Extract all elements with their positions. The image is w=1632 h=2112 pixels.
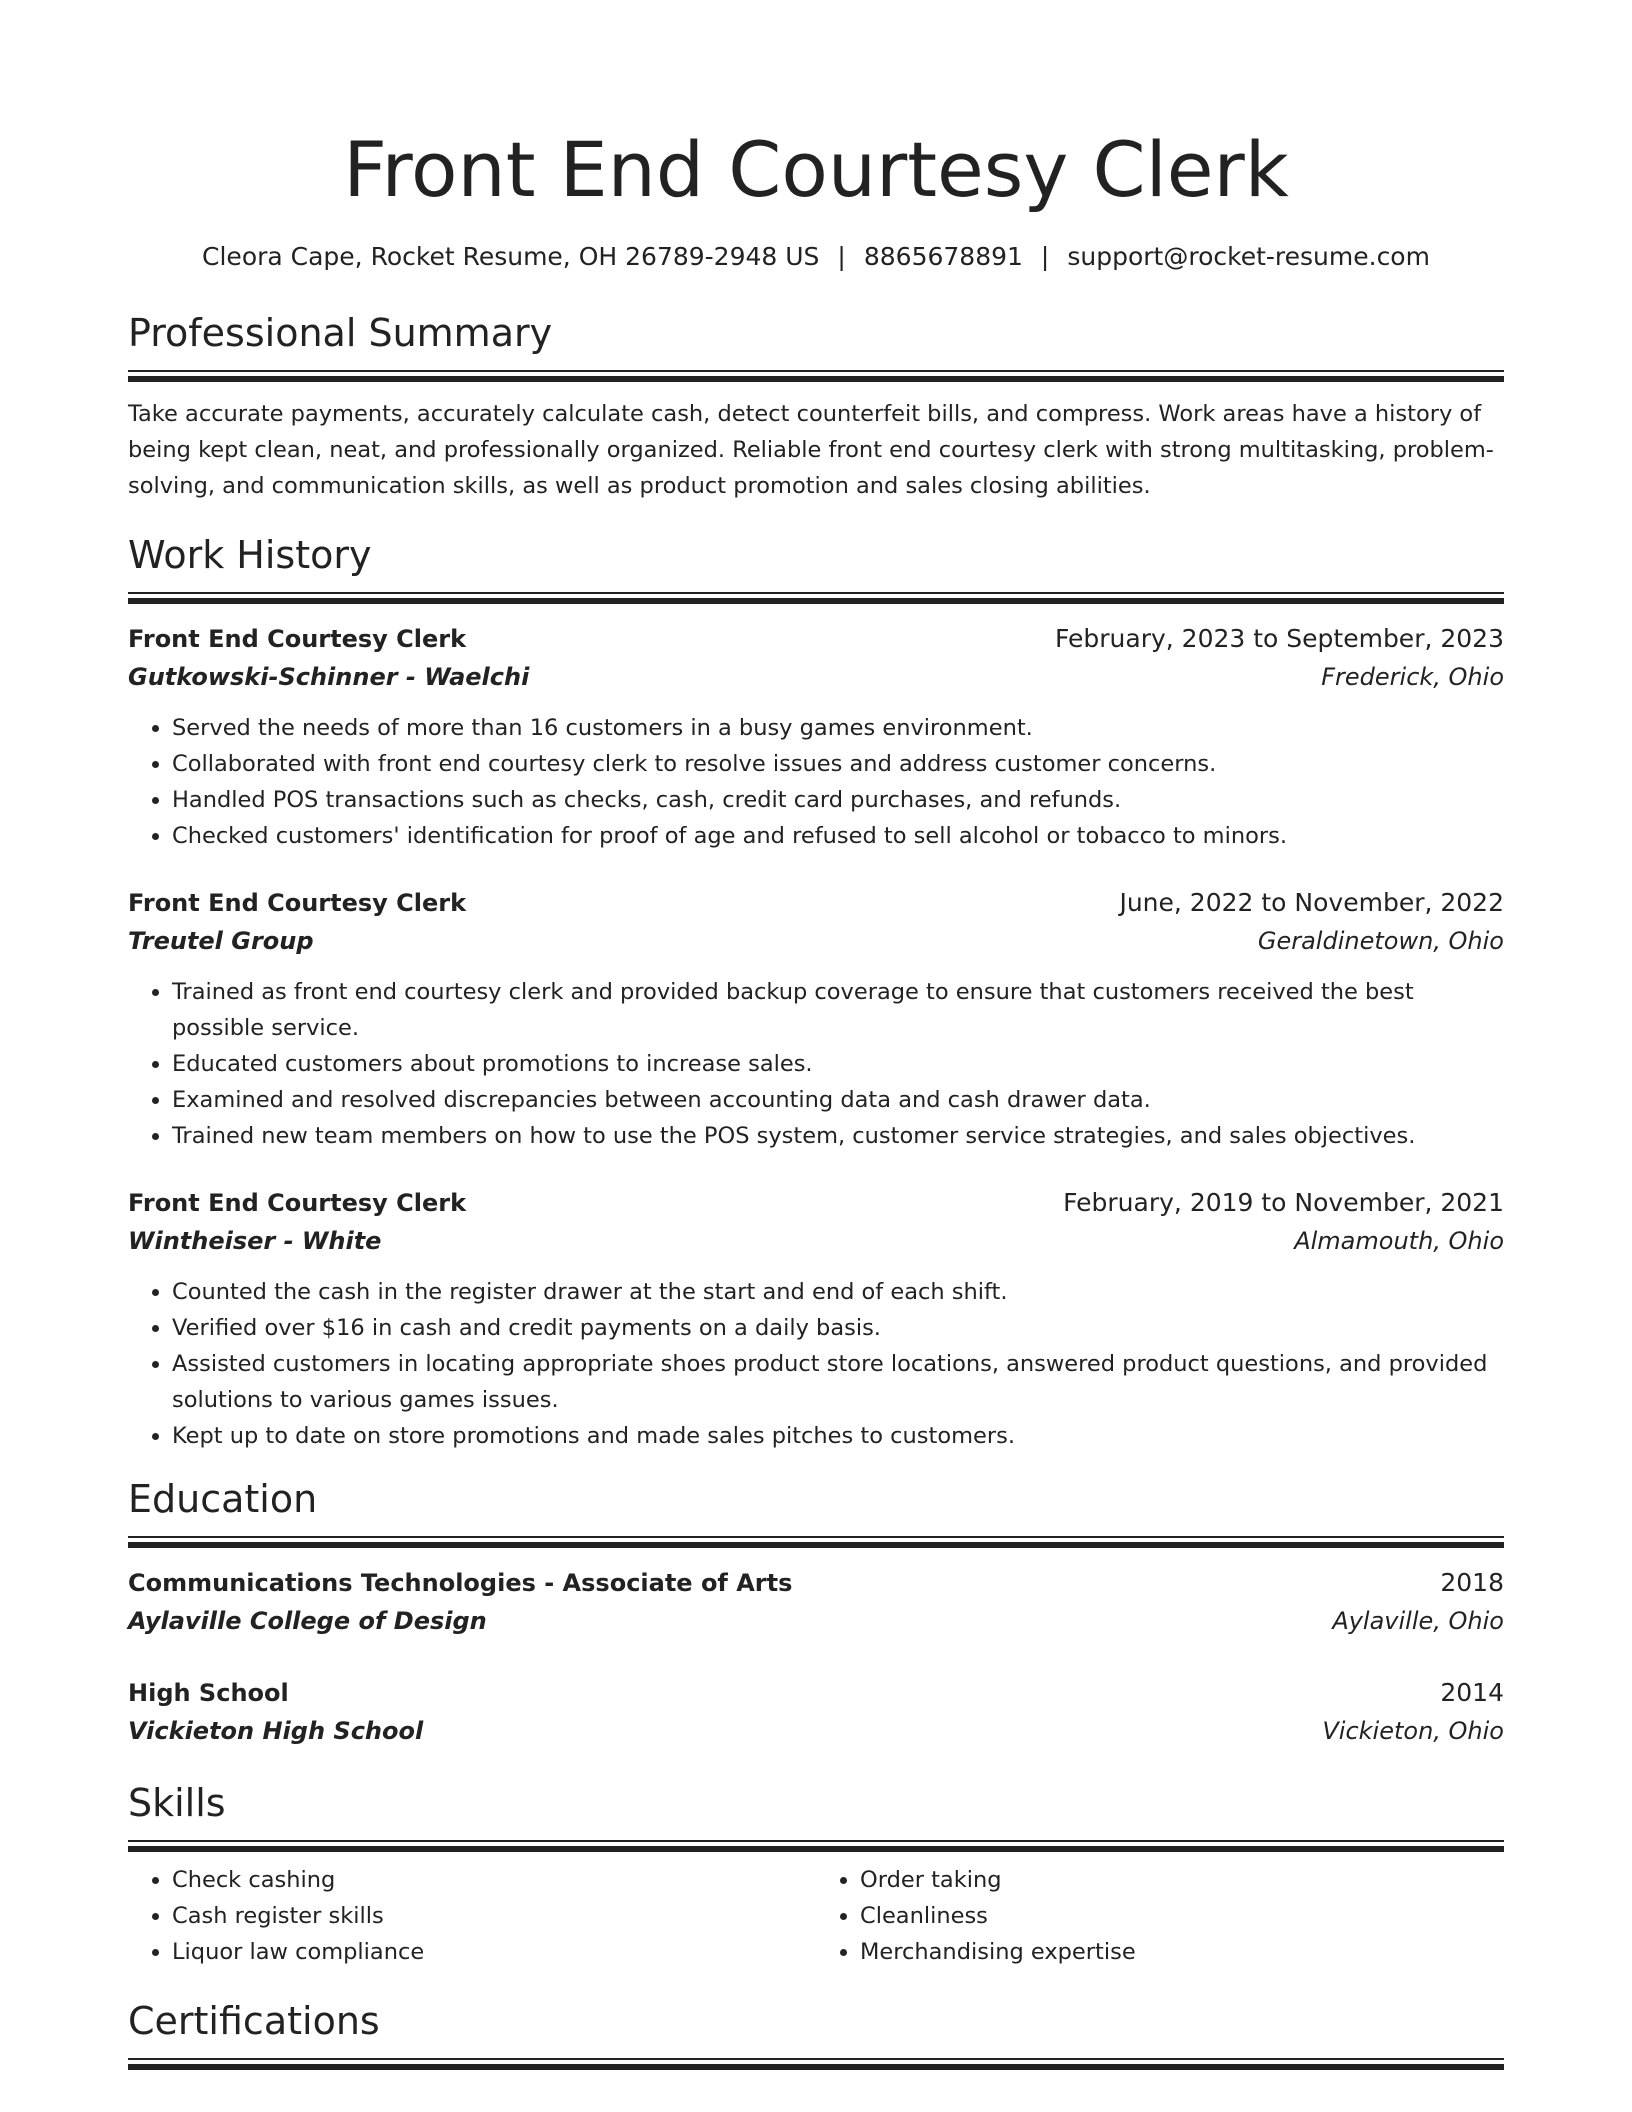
summary-text: Take accurate payments, accurately calculate cash, detect counterfeit bills, and compress. Work areas have a history of being kept clean, neat, and professionally organized. Reliable front end courtesy clerk with strong multitasking, problem-solving, and communication skills, as well as product promotion and sales closing abilities. — [128, 401, 1494, 499]
job-duty: • Examined and resolved discrepancies between accounting data and cash drawer data. — [172, 1082, 1504, 1118]
job-company: Wintheiser - White — [128, 1227, 382, 1255]
section-title-summary: Professional Summary — [128, 311, 553, 355]
job-location: Geraldinetown, Ohio — [1257, 927, 1504, 955]
education-year: 2018 — [1440, 1568, 1504, 1597]
skill-item: • Cash register skills — [172, 1898, 816, 1934]
contact-email: support@rocket-resume.com — [1067, 242, 1430, 271]
contact-separator: | — [837, 242, 846, 271]
skill-item: • Cleanliness — [860, 1898, 1504, 1934]
education-section — [128, 1474, 1504, 1750]
section-title-work-history: Work History — [128, 533, 372, 577]
job-duty: • Verified over $16 in cash and credit payments on a daily basis. — [172, 1310, 1504, 1346]
certifications-section — [128, 1996, 1504, 2070]
job-duty: • Kept up to date on store promotions and made sales pitches to customers. — [172, 1418, 1504, 1454]
skill-item: • Order taking — [860, 1862, 1504, 1898]
job-position: Front End Courtesy Clerk — [128, 625, 467, 653]
summary-section — [128, 308, 1504, 504]
contact-line — [128, 240, 1504, 274]
skills-list-right — [816, 1862, 1504, 1970]
job-duty: • Trained new team members on how to use the POS system, customer service strategies, and sales objectives. — [172, 1118, 1504, 1154]
job-entry — [128, 1184, 1504, 1454]
job-company: Gutkowski-Schinner - Waelchi — [128, 663, 530, 691]
work-history-section — [128, 530, 1504, 1454]
section-title-skills: Skills — [128, 1781, 226, 1825]
section-divider — [128, 370, 1504, 382]
education-year: 2014 — [1440, 1678, 1504, 1707]
job-position: Front End Courtesy Clerk — [128, 1189, 467, 1217]
section-divider — [128, 592, 1504, 604]
job-duties-list — [128, 974, 1504, 1154]
job-duty: • Trained as front end courtesy clerk and provided backup coverage to ensure that customers received the best possible service. — [172, 974, 1504, 1046]
job-duty: • Assisted customers in locating appropriate shoes product store locations, answered product questions, and provided solutions to various games issues. — [172, 1346, 1504, 1418]
section-title-certifications: Certifications — [128, 1999, 380, 2043]
skill-item: • Check cashing — [172, 1862, 816, 1898]
education-school: Vickieton High School — [128, 1717, 424, 1745]
job-duty: • Counted the cash in the register drawer at the start and end of each shift. — [172, 1274, 1504, 1310]
job-entry — [128, 620, 1504, 854]
job-duty: • Served the needs of more than 16 customers in a busy games environment. — [172, 710, 1504, 746]
skill-item: • Merchandising expertise — [860, 1934, 1504, 1970]
skills-grid — [128, 1862, 1504, 1970]
job-company: Treutel Group — [128, 927, 314, 955]
education-degree: High School — [128, 1679, 289, 1707]
job-duty: • Collaborated with front end courtesy clerk to resolve issues and address customer concerns. — [172, 746, 1504, 782]
contact-phone: 8865678891 — [863, 242, 1023, 271]
resume-name-title: Front End Courtesy Clerk — [343, 125, 1289, 214]
contact-address: Cleora Cape, Rocket Resume, OH 26789-2948 US — [202, 242, 820, 271]
skills-list-left — [128, 1862, 816, 1970]
job-duties-list — [128, 710, 1504, 854]
education-location: Vickieton, Ohio — [1322, 1717, 1504, 1745]
job-duty: • Checked customers' identification for proof of age and refused to sell alcohol or tobacco to minors. — [172, 818, 1504, 854]
skills-section — [128, 1778, 1504, 1970]
job-duties-list — [128, 1274, 1504, 1454]
job-dates: February, 2023 to September, 2023 — [1055, 624, 1504, 653]
section-title-education: Education — [128, 1477, 318, 1521]
education-entry — [128, 1674, 1504, 1750]
job-location: Frederick, Ohio — [1321, 663, 1504, 691]
job-dates: June, 2022 to November, 2022 — [1119, 888, 1504, 917]
contact-separator: | — [1040, 242, 1050, 271]
education-degree: Communications Technologies - Associate of Arts — [128, 1569, 793, 1597]
job-dates: February, 2019 to November, 2021 — [1063, 1188, 1504, 1217]
education-entry — [128, 1564, 1504, 1640]
section-divider — [128, 2058, 1504, 2070]
job-duty: • Handled POS transactions such as checks, cash, credit card purchases, and refunds. — [172, 782, 1504, 818]
job-location: Almamouth, Ohio — [1294, 1227, 1504, 1255]
job-duty: • Educated customers about promotions to increase sales. — [172, 1046, 1504, 1082]
education-school: Aylaville College of Design — [128, 1607, 487, 1635]
section-divider — [128, 1840, 1504, 1852]
education-location: Aylaville, Ohio — [1332, 1607, 1504, 1635]
job-entry — [128, 884, 1504, 1154]
skill-item: • Liquor law compliance — [172, 1934, 816, 1970]
section-divider — [128, 1536, 1504, 1548]
job-position: Front End Courtesy Clerk — [128, 889, 467, 917]
